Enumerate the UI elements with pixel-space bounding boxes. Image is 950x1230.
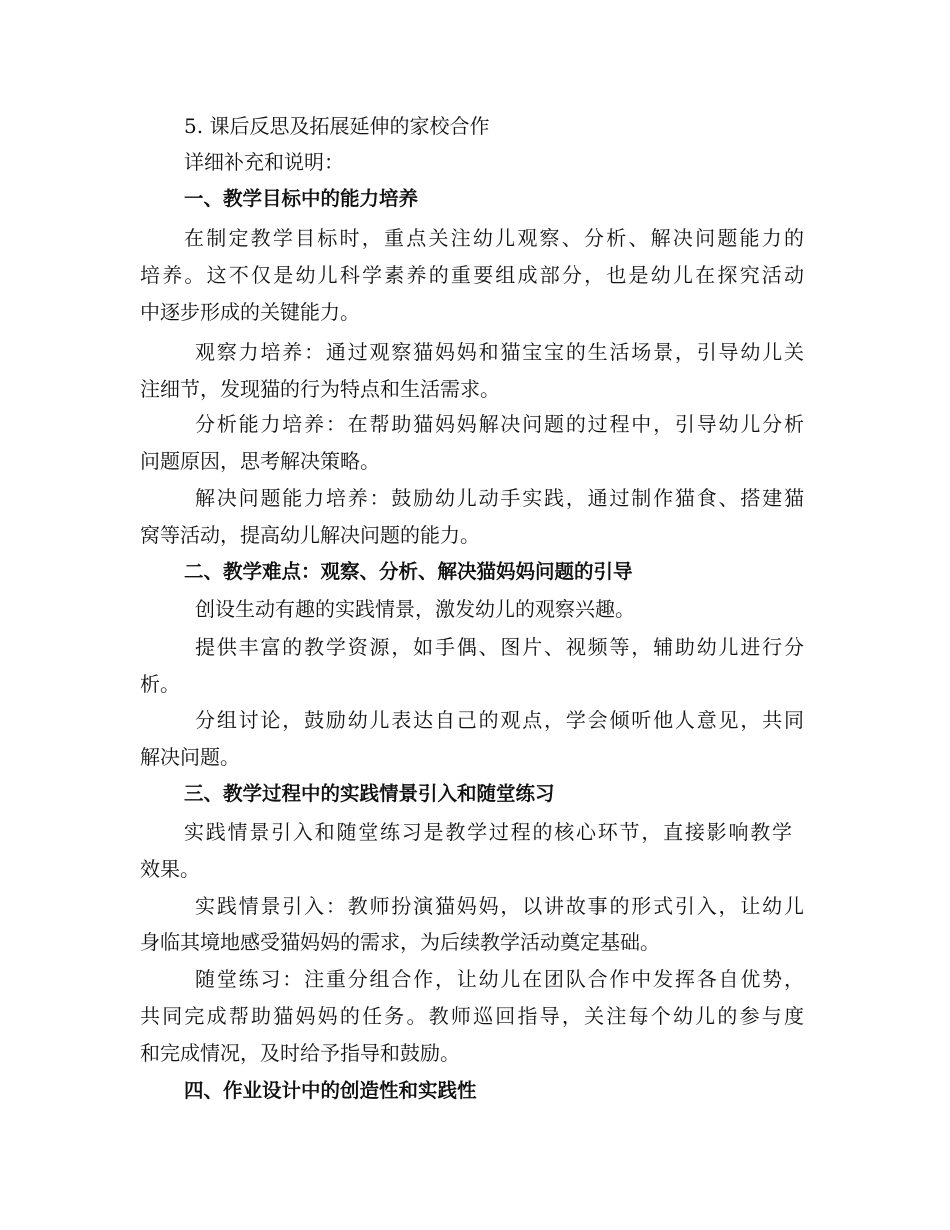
scenario-line-1: 实践情景引入：教师扮演猫妈妈，以讲故事的形式引入，让幼儿 <box>195 894 804 918</box>
practice-line-3: 和完成情况，及时给予指导和鼓励。 <box>140 1041 460 1065</box>
practice-line-1: 随堂练习：注重分组合作，让幼儿在团队合作中发挥各自优势， <box>195 967 804 991</box>
section-1-intro-line-2: 培养。这不仅是幼儿科学素养的重要组成部分，也是幼儿在探究活动 <box>140 263 804 287</box>
problem-solving-line-2: 窝等活动，提高幼儿解决问题的能力。 <box>140 523 480 547</box>
section-4-heading: 四、作业设计中的创造性和实践性 <box>184 1079 477 1102</box>
difficulty-point-1: 创设生动有趣的实践情景，激发幼儿的观察兴趣。 <box>195 597 635 621</box>
section-3-intro-line-1: 实践情景引入和随堂练习是教学过程的核心环节，直接影响教学 <box>184 820 792 844</box>
section-2-heading: 二、教学难点：观察、分析、解决猫妈妈问题的引导 <box>184 560 633 583</box>
section-3-heading: 三、教学过程中的实践情景引入和随堂练习 <box>184 782 555 805</box>
difficulty-point-3-line-2: 解决问题。 <box>140 745 240 769</box>
section-1-intro-line-3: 中逐步形成的关键能力。 <box>140 300 360 324</box>
section-3-intro-line-2: 效果。 <box>140 857 200 881</box>
section-1-intro-line-1: 在制定教学目标时，重点关注幼儿观察、分析、解决问题能力的 <box>184 226 804 250</box>
difficulty-point-2-line-2: 析。 <box>140 672 180 696</box>
observation-line-2: 注细节，发现猫的行为特点和生活需求。 <box>140 377 500 401</box>
problem-solving-line-1: 解决问题能力培养：鼓励幼儿动手实践，通过制作猫食、搭建猫 <box>195 486 804 510</box>
analysis-line-2: 问题原因，思考解决策略。 <box>140 449 380 473</box>
practice-line-2: 共同完成帮助猫妈妈的任务。教师巡回指导，关注每个幼儿的参与度 <box>140 1004 804 1028</box>
section-1-heading: 一、教学目标中的能力培养 <box>184 187 419 210</box>
difficulty-point-2-line-1: 提供丰富的教学资源，如手偶、图片、视频等，辅助幼儿进行分 <box>195 635 804 659</box>
scenario-line-2: 身临其境地感受猫妈妈的需求，为后续教学活动奠定基础。 <box>140 930 660 954</box>
observation-line-1: 观察力培养：通过观察猫妈妈和猫宝宝的生活场景，引导幼儿关 <box>195 340 804 364</box>
list-item-5: 5. 课后反思及拓展延伸的家校合作 <box>184 114 490 138</box>
supplement-title: 详细补充和说明： <box>184 150 344 174</box>
difficulty-point-3-line-1: 分组讨论，鼓励幼儿表达自己的观点，学会倾听他人意见，共同 <box>195 708 804 732</box>
analysis-line-1: 分析能力培养：在帮助猫妈妈解决问题的过程中，引导幼儿分析 <box>195 412 804 436</box>
